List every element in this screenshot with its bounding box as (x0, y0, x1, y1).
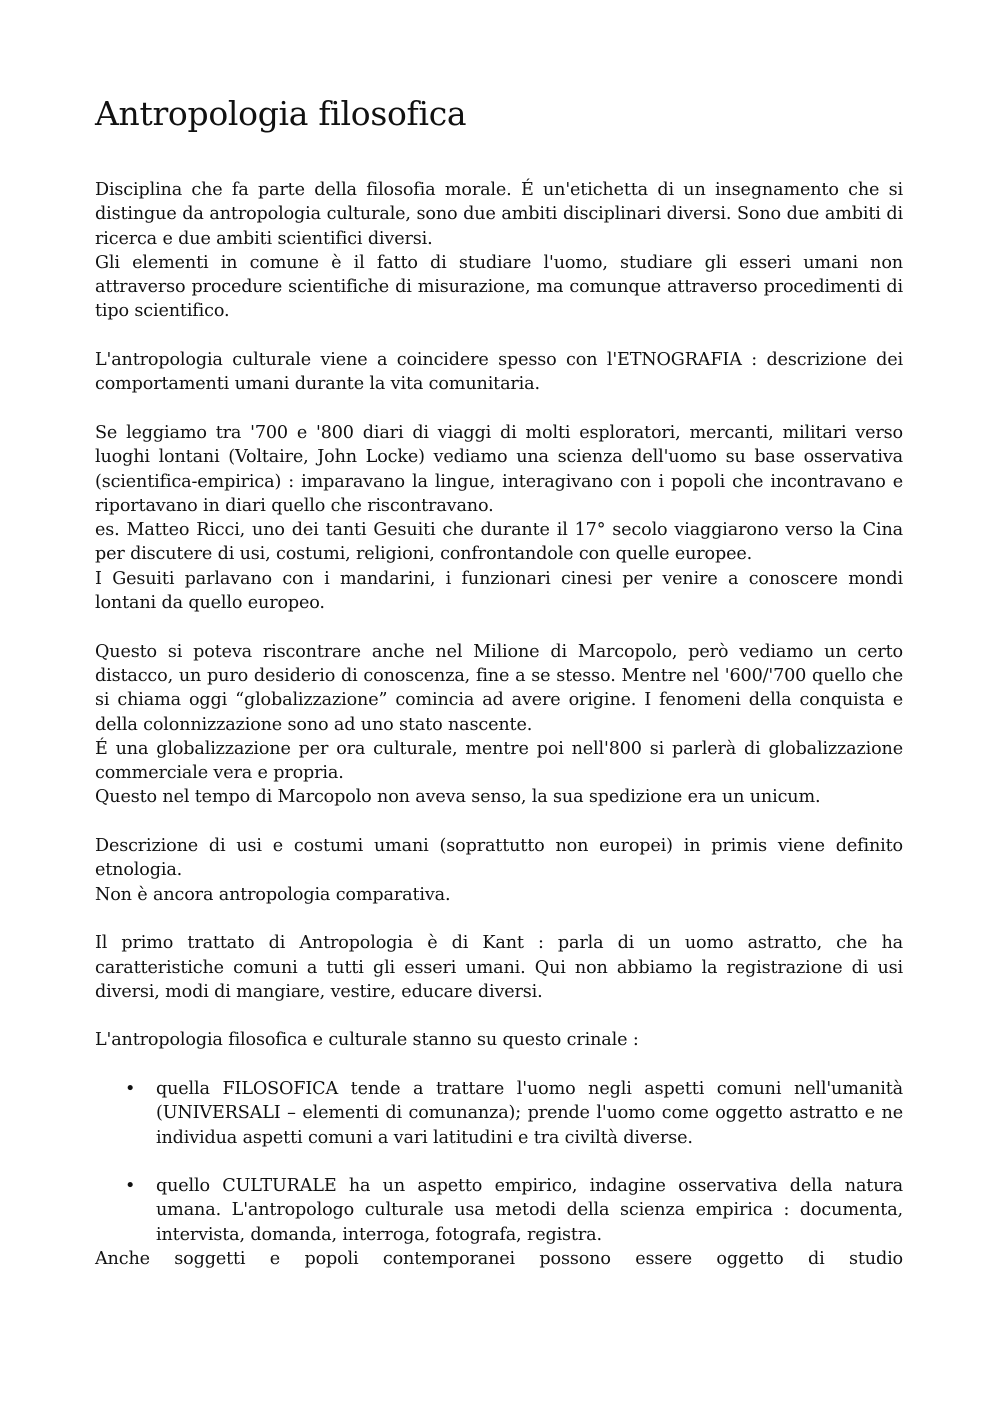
bullet-icon: • (125, 1078, 136, 1099)
paragraph-gap (95, 324, 903, 348)
document-page (95, 92, 903, 1271)
paragraph-definition: Disciplina che fa parte della filosofia morale. É un'etichetta di un insegnamento che si distingue da antropologia culturale, sono due ambiti disciplinari diversi. Sono due ambiti di ricerca e due ambiti scientifici diversi. (95, 180, 903, 249)
list-gap (95, 1150, 903, 1174)
paragraph-gap (95, 1004, 903, 1028)
bullet-list (95, 1077, 903, 1247)
paragraph-gap (95, 907, 903, 931)
paragraph-common-elements: Gli elementi in comune è il fatto di studiare l'uomo, studiare gli esseri umani non attraverso procedure scientifiche di misurazione, ma comunque attraverso procedimenti di tipo scientifico. (95, 252, 903, 322)
list-item (95, 1174, 903, 1247)
paragraph-travel-diaries: Se leggiamo tra '700 e '800 diari di viaggi di molti esploratori, mercanti, militari verso luoghi lontani (Voltaire, John Locke) vediamo una scienza dell'uomo su base osservativa (scientifica-empirica) : imparavano la lingue, interagivano con i popoli che incontravano e riportavano in diari quello che riscontravano. (95, 422, 903, 516)
paragraph-matteo-ricci: es. Matteo Ricci, uno dei tanti Gesuiti che durante il 17° secolo viaggiarono verso la Cina per discutere di usi, costumi, religioni, confrontandole con quelle europee. (95, 520, 903, 565)
paragraph-crinale: L'antropologia filosofica e culturale stanno su questo crinale : (95, 1030, 639, 1051)
paragraph-ethnology: Descrizione di usi e costumi umani (soprattutto non europei) in primis viene definito etnologia. (95, 836, 903, 881)
paragraph-gap (95, 810, 903, 834)
paragraph-marcopolo: Questo si poteva riscontrare anche nel Milione di Marcopolo, però vediamo un certo distacco, un puro desiderio di conoscenza, fine a se stesso. Mentre nel '600/'700 quello che si chiama oggi “globalizzazione” comincia ad avere origine. I fenomeni della conquista e della colonnizzazione sono ad uno stato nascente. (95, 641, 903, 735)
paragraph-jesuits: I Gesuiti parlavano con i mandarini, i funzionari cinesi per venire a conoscere mondi lontani da quello europeo. (95, 568, 903, 614)
paragraph-globalization: É una globalizzazione per ora culturale, mentre poi nell'800 si parlerà di globalizzazione commerciale vera e propria. (95, 738, 903, 784)
list-item-text: quello CULTURALE ha un aspetto empirico, indagine osservativa della natura umana. L'antropologo culturale usa metodi della scienza empirica : documenta, intervista, domanda, interroga, fotografa, registra. (156, 1176, 903, 1245)
paragraph-not-comparative: Non è ancora antropologia comparativa. (95, 884, 451, 905)
paragraph-ethnography: L'antropologia culturale viene a coincidere spesso con l'ETNOGRAFIA : descrizione dei comportamenti umani durante la vita comunitaria. (95, 350, 903, 395)
paragraph-unicum: Questo nel tempo di Marcopolo non aveva senso, la sua spedizione era un unicum. (95, 787, 821, 808)
list-item (95, 1077, 903, 1150)
paragraph-gap (95, 397, 903, 421)
document-title: Antropologia filosofica (95, 94, 467, 133)
list-item-text: quella FILOSOFICA tende a trattare l'uomo negli aspetti comuni nell'umanità (UNIVERSALI – elementi di comunanza); prende l'uomo come oggetto astratto e ne individua aspetti comuni a vari latitudini e tra civiltà diverse. (156, 1078, 903, 1148)
bullet-icon: • (125, 1176, 136, 1197)
paragraph-gap (95, 1053, 903, 1077)
paragraph-gap (95, 615, 903, 639)
paragraph-contemporary: Anche soggetti e popoli contemporanei possono essere oggetto di studio (95, 1249, 903, 1270)
paragraph-kant: Il primo trattato di Antropologia è di Kant : parla di un uomo astratto, che ha caratteristiche comuni a tutti gli esseri umani. Qui non abbiamo la registrazione di usi diversi, modi di mangiare, vestire, educare diversi. (95, 933, 903, 1002)
